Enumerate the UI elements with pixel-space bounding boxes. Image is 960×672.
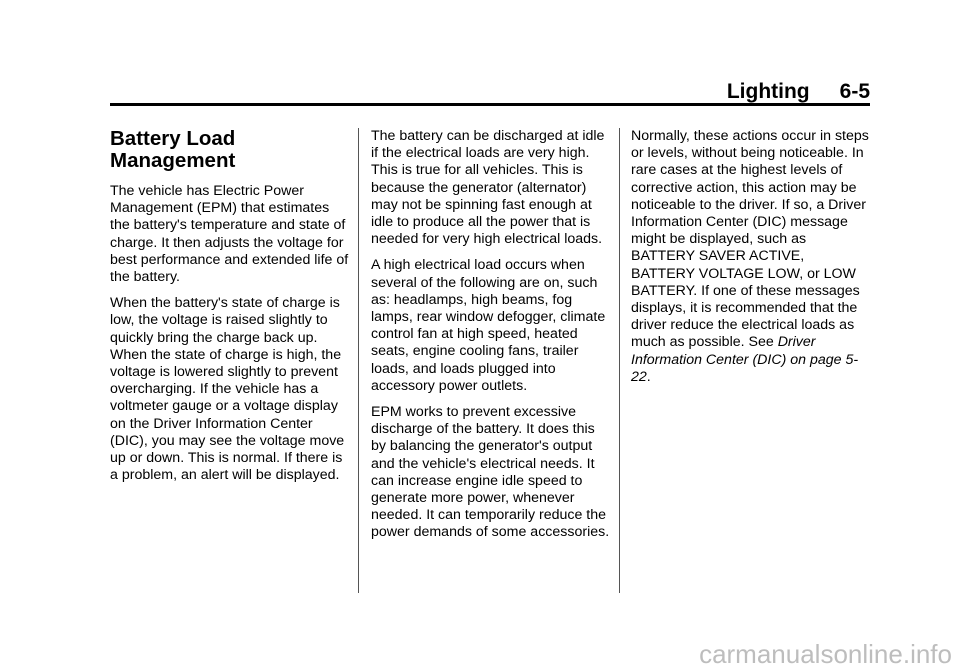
column-2 [371, 128, 611, 551]
page-header [110, 80, 870, 104]
section-name: Lighting [726, 80, 810, 103]
running-head [727, 80, 870, 104]
paragraph: The vehicle has Electric Power Management (EPM) that estimates the battery's temperature and state of charge. It then adjusts the voltage for best performance and extended life of the battery. [110, 183, 349, 286]
header-rule [110, 103, 870, 106]
paragraph: The battery can be discharged at idle if the electrical loads are very high. This is true for all vehicles. This is because the generator (alternator) may not be spinning fast enough at idle to produce all the power that is needed for very high electrical loads. [371, 128, 605, 248]
paragraph: EPM works to prevent excessive discharge of the battery. It does this by balancing the generator's output and the vehicle's electrical needs. It can increase engine idle speed to generate more power, whenever needed. It can temporarily reduce the power demands of some accessories. [371, 404, 610, 541]
paragraph: Normally, these actions occur in steps or levels, without being noticeable. In rare cases at the highest levels of corrective action, this action may be noticeable to the driver. If so, a Driver Information Center (DIC) message might be displayed, such as BATTERY SAVER ACTIVE, BATTERY VOLTAGE LOW, or LOW BATTERY. If one of these messages displays, it is recommended that the driver reduce the electrical loads as much as possible. See Driver Information Center (DIC) on page 5-22. [631, 128, 869, 385]
paragraph: When the battery's state of charge is low, the voltage is raised slightly to quickly bring the charge back up. When the state of charge is high, the voltage is lowered slightly to prevent overcharging. If the vehicle has a voltmeter gauge or a voltage display on the Driver Information Center (DIC), you may see the voltage move up or down. This is normal. If there is a problem, an alert will be displayed. [110, 295, 345, 484]
paragraph: A high electrical load occurs when several of the following are on, such as: headlamps, high beams, fog lamps, rear window defogger, climate control fan at high speed, heated seats, engine cooling fans, trailer loads, and loads plugged into accessory power outlets. [371, 257, 606, 394]
column-1 [110, 128, 350, 493]
column-3 [631, 128, 871, 395]
page-number: 6-5 [839, 80, 870, 103]
watermark: carmanualsonline.info [699, 639, 952, 669]
column-divider [358, 128, 359, 593]
section-title: Battery Load Management [110, 127, 236, 172]
column-divider [619, 128, 620, 593]
cross-reference-link[interactable]: Driver Information Center (DIC) on page 5-22 [631, 334, 859, 385]
